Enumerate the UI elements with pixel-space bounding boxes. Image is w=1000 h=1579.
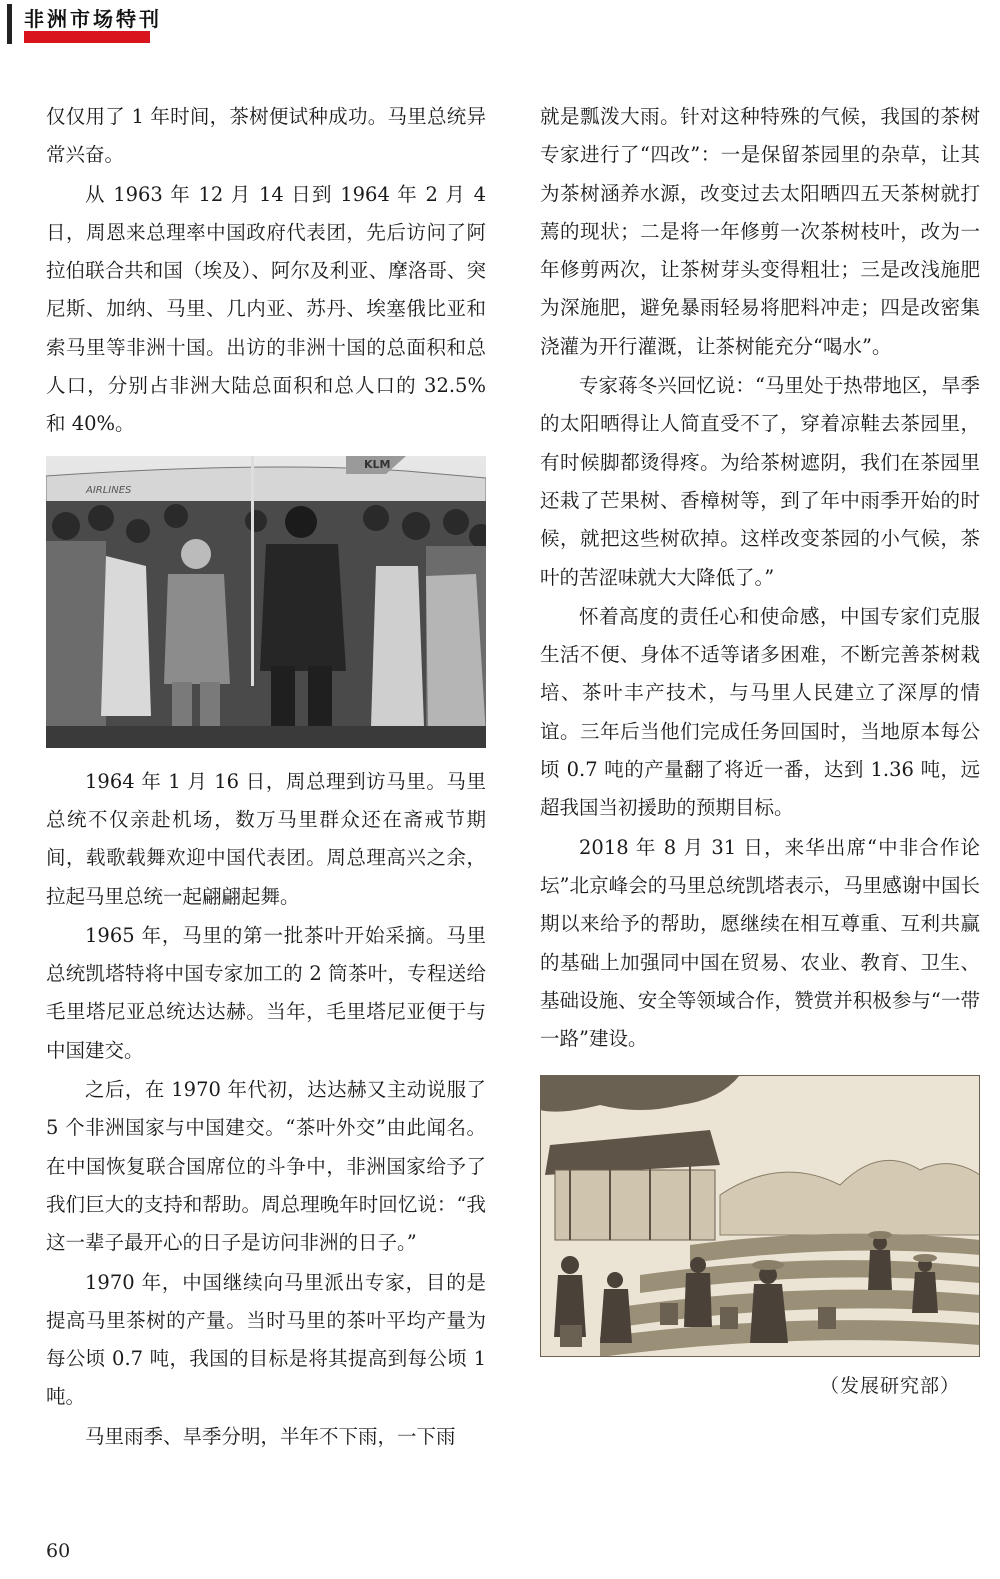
paragraph: 就是瓢泼大雨。针对这种特殊的气候，我国的茶树专家进行了“四改”：一是保留茶园里的杂草，让其为茶树涵养水源，改变过去太阳晒四五天茶树就打蔫的现状；二是将一年修剪一次茶树枝叶，改为一年修剪两次，让茶树芽头变得粗壮；三是改浅施肥为深施肥，避免暴雨轻易将肥料冲走；四是改密集浇灌为开行灌溉，让茶树能充分“喝水”。: [540, 105, 980, 358]
paragraph: 之后，在 1970 年代初，达达赫又主动说服了 5 个非洲国家与中国建交。“茶叶外交”由此闻名。在中国恢复联合国席位的斗争中，非洲国家给予了我们巨大的支持和帮助。周总理晚年时回忆说：“我这一辈子最开心的日子是访问非洲的日子。”: [46, 1078, 486, 1255]
section-title: 非洲市场特刊: [24, 7, 162, 31]
illustration-tea-plantation: [540, 1075, 980, 1357]
right-column: [540, 98, 980, 1398]
paragraph: 专家蒋冬兴回忆说：“马里处于热带地区，旱季的太阳晒得让人简直受不了，穿着凉鞋去茶园里，有时候脚都烫得疼。为给茶树遮阴，我们在茶园里还栽了芒果树、香樟树等，到了年中雨季开始的时候，就把这些树砍掉。这样改变茶园的小气候，茶叶的苦涩味就大大降低了。”: [540, 374, 980, 589]
paragraph: 怀着高度的责任心和使命感，中国专家们克服生活不便、身体不适等诸多困难，不断完善茶树栽培、茶叶丰产技术，与马里人民建立了深厚的情谊。三年后当他们完成任务回国时，当地原本每公顷 0.7 吨的产量翻了将近一番，达到 1.36 吨，远超我国当初援助的预期目标。: [540, 604, 980, 820]
paragraph: 1964 年 1 月 16 日，周总理到访马里。马里总统不仅亲赴机场，数万马里群众还在斋戒节期间，载歌载舞欢迎中国代表团。周总理高兴之余，拉起马里总统一起翩翩起舞。: [46, 769, 486, 908]
photo-zhou-enlai-mali-visit: [46, 456, 486, 748]
header-red-bar: [24, 31, 150, 43]
paragraph: 1965 年，马里的第一批茶叶开始采摘。马里总统凯塔特将中国专家加工的 2 筒茶叶，专程送给毛里塔尼亚总统达达赫。当年，毛里塔尼亚便于与中国建交。: [46, 923, 486, 1062]
left-column: [46, 98, 486, 1457]
aircraft-lettering: AIRLINES: [86, 484, 132, 496]
page-header: [0, 0, 1000, 50]
klm-logo-text: KLM: [364, 457, 391, 471]
page-number: 60: [46, 1540, 71, 1562]
paragraph: 马里雨季、旱季分明，半年不下雨，一下雨: [85, 1424, 456, 1448]
author-credit: （发展研究部）: [819, 1375, 960, 1398]
engraving-drawing: [540, 1075, 980, 1357]
paragraph: 2018 年 8 月 31 日，来华出席“中非合作论坛”北京峰会的马里总统凯塔表示，马里感谢中国长期以来给予的帮助，愿继续在相互尊重、互利共赢的基础上加强同中国在贸易、农业、教育、卫生、基础设施、安全等领域合作，赞赏并积极参与“一带一路”建设。: [540, 835, 980, 1051]
paragraph: 仅仅用了 1 年时间，茶树便试种成功。马里总统异常兴奋。: [46, 105, 486, 167]
photo-drawing: [46, 456, 486, 748]
header-accent-bar: [7, 4, 12, 44]
paragraph: 1970 年，中国继续向马里派出专家，目的是提高马里茶树的产量。当时马里的茶叶平均产量为每公顷 0.7 吨，我国的目标是将其提高到每公顷 1 吨。: [46, 1270, 486, 1409]
paragraph: 从 1963 年 12 月 14 日到 1964 年 2 月 4 日，周恩来总理率中国政府代表团，先后访问了阿拉伯联合共和国（埃及）、阿尔及利亚、摩洛哥、突尼斯、加纳、马里、几内亚、苏丹、埃塞俄比亚和索马里等非洲十国。出访的非洲十国的总面积和总人口，分别占非洲大陆总面积和总人口的 32.5% 和 40%。: [46, 182, 486, 436]
